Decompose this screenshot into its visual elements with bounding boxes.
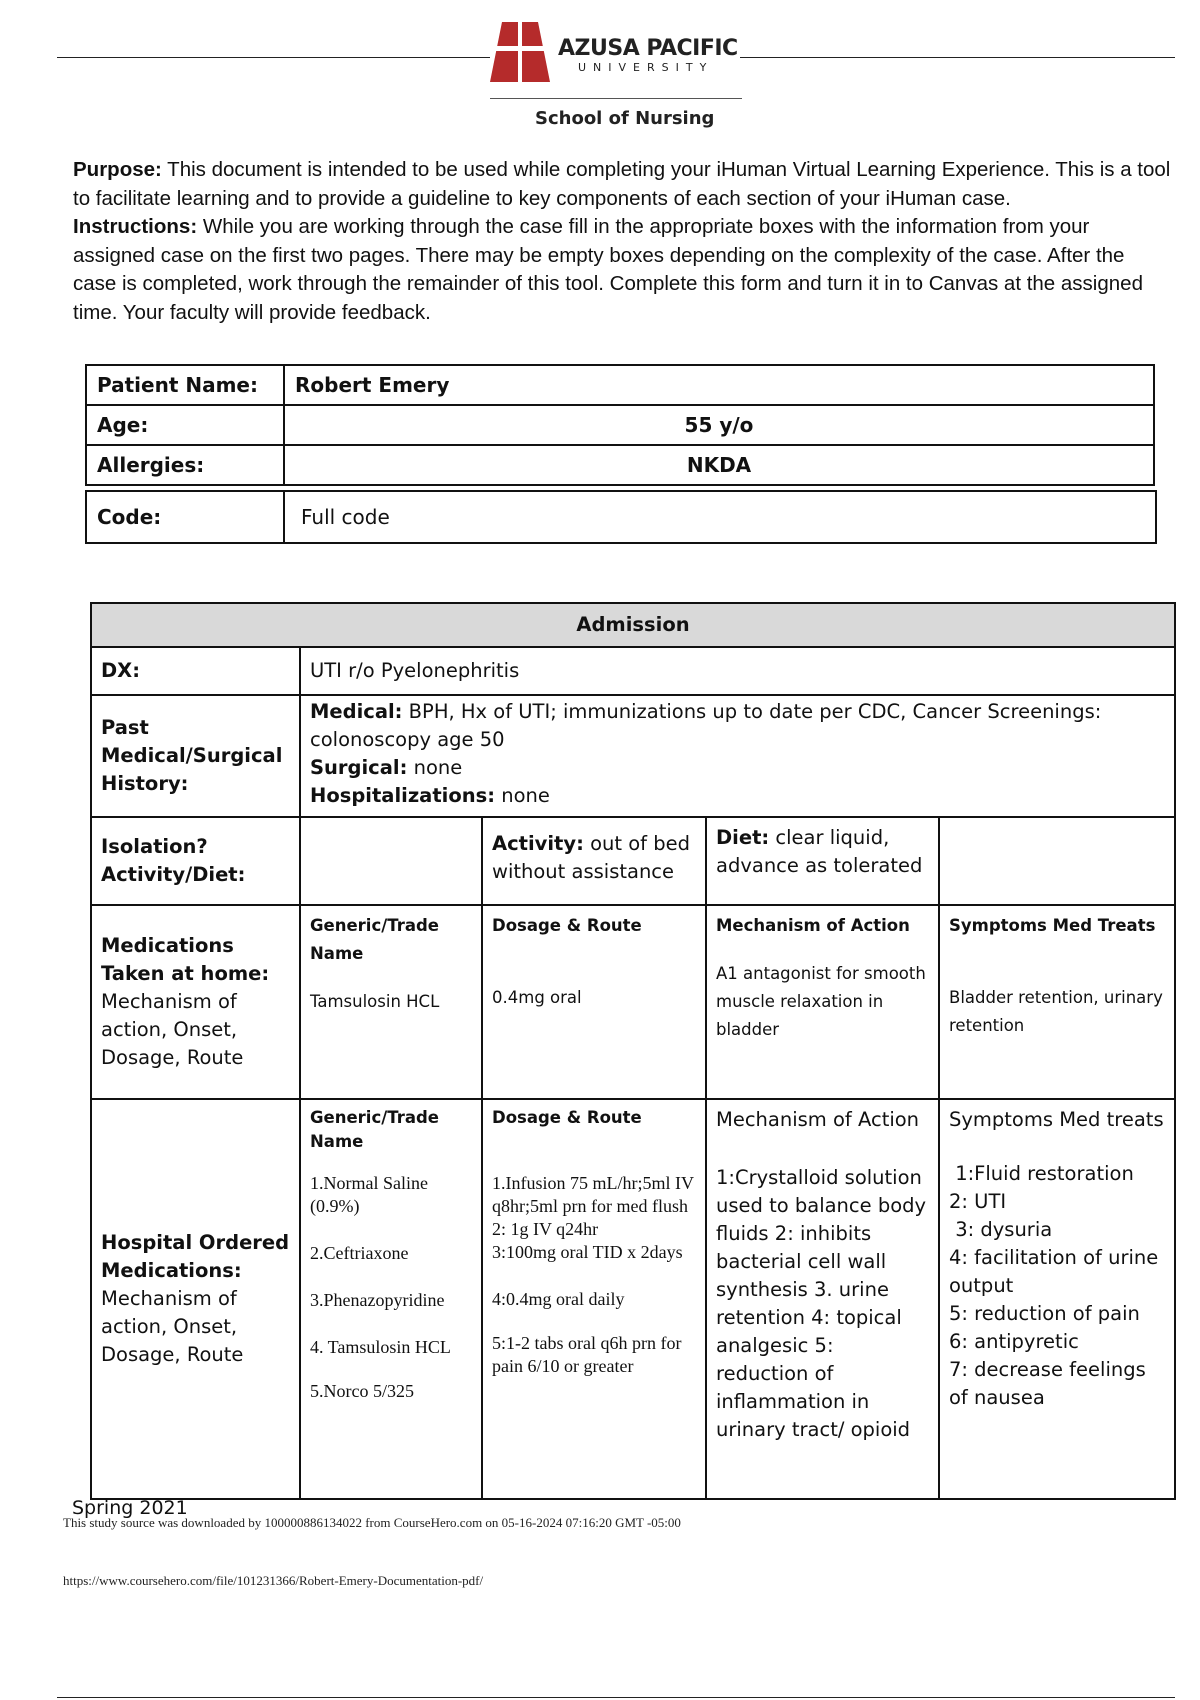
home-med-mechanism: A1 antagonist for smooth muscle relaxation in bladder xyxy=(716,964,926,1039)
list-item: 4. Tamsulosin HCL xyxy=(310,1337,451,1357)
list-item: 6: antipyretic xyxy=(949,1330,1079,1353)
list-item: 1.Normal Saline (0.9%) xyxy=(310,1173,428,1216)
download-note: This study source was downloaded by 100000886134022 from CourseHero.com on 05-16-2024 07:16:20 GMT -05:00 xyxy=(63,1515,681,1530)
list-item: 1.Infusion 75 mL/hr;5ml IV q8hr;5ml prn for med flush xyxy=(492,1173,694,1216)
source-url[interactable]: https://www.coursehero.com/file/101231366/Robert-Emery-Documentation-pdf/ xyxy=(63,1573,484,1588)
list-item: 1:Fluid restoration xyxy=(949,1162,1134,1185)
hospital-med-generic-list xyxy=(310,1172,472,1403)
age-value: 55 y/o xyxy=(284,405,1154,445)
list-item: 4:0.4mg oral daily xyxy=(492,1289,625,1309)
pmh-value: Medical: BPH, Hx of UTI; immunizations up to date per CDC, Cancer Screenings: colonoscopy age 50 Surgical: none Hospitalizations: none xyxy=(300,695,1175,817)
home-meds-symptoms-cell: Symptoms Med Treats Bladder retention, urinary retention xyxy=(939,905,1175,1099)
intro-text xyxy=(73,156,1173,327)
list-item: 5: reduction of pain xyxy=(949,1302,1140,1325)
isolation-value xyxy=(300,817,482,905)
allergies-value: NKDA xyxy=(284,445,1154,485)
patient-info-table xyxy=(85,364,1155,486)
list-item: 2: 1g IV q24hr xyxy=(492,1219,599,1239)
isolation-activity-diet-label: Isolation? Activity/Diet: xyxy=(91,817,300,905)
hospital-med-symptoms-list xyxy=(949,1160,1165,1412)
list-item: 3:100mg oral TID x 2days xyxy=(492,1242,683,1262)
activity-value: Activity: out of bed without assistance xyxy=(482,817,706,905)
admission-table xyxy=(90,602,1176,1500)
code-label: Code: xyxy=(86,491,284,543)
logo-name: AZUSA PACIFIC xyxy=(558,36,738,61)
home-med-symptoms: Bladder retention, urinary retention xyxy=(949,988,1163,1035)
dx-label: DX: xyxy=(91,647,300,695)
hospital-meds-mechanism-cell: Mechanism of Action 1:Crystalloid solution used to balance body fluids 2: inhibits bacterial cell wall synthesis 3. urine retention 4: topical analgesic 5: reduction of inflammation in urinary tract/ opioid xyxy=(706,1099,939,1499)
hospital-meds-dosage-cell: Dosage & Route 1.Infusion 75 mL/hr;5ml IV q8hr;5ml prn for med flush 2: 1g IV q24hr 3:100mg oral TID x 2days 4:0.4mg oral daily 5:1-2 tabs oral q6h prn for pain 6/10 or greater xyxy=(482,1099,706,1499)
home-med-generic: Tamsulosin HCL xyxy=(310,992,440,1011)
term-label: Spring 2021 xyxy=(72,1497,188,1519)
diet-extra-cell xyxy=(939,817,1175,905)
home-meds-generic-cell: Generic/Trade Name Tamsulosin HCL xyxy=(300,905,482,1099)
allergies-label: Allergies: xyxy=(86,445,284,485)
list-item: 2.Ceftriaxone xyxy=(310,1243,409,1263)
hospital-meds-label: Hospital Ordered Medications: Mechanism of action, Onset, Dosage, Route xyxy=(91,1099,300,1499)
school-name: School of Nursing xyxy=(535,108,715,129)
logo-subtitle: UNIVERSITY xyxy=(578,61,714,74)
code-status-table xyxy=(85,490,1157,544)
dx-value: UTI r/o Pyelonephritis xyxy=(300,647,1175,695)
hospital-meds-symptoms-cell: Symptoms Med treats 1:Fluid restoration 2: UTI 3: dysuria 4: facilitation of urine output 5: reduction of pain 6: antipyretic 7: decrease feelings of nausea xyxy=(939,1099,1175,1499)
hospital-meds-generic-cell: Generic/Trade Name 1.Normal Saline (0.9%) 2.Ceftriaxone 3.Phenazopyridine 4. Tamsulosin HCL 5.Norco 5/325 xyxy=(300,1099,482,1499)
home-med-dosage: 0.4mg oral xyxy=(492,988,582,1007)
diet-value: Diet: clear liquid, advance as tolerated xyxy=(706,817,939,905)
purpose-paragraph: Purpose: This document is intended to be used while completing your iHuman Virtual Learning Experience. This is a tool to facilitate learning and to provide a guideline to key components of each section of your iHuman case. xyxy=(73,158,1171,210)
hospital-med-dosage-list xyxy=(492,1172,696,1378)
code-value: Full code xyxy=(284,491,1156,543)
instructions-paragraph: Instructions: While you are working through the case fill in the appropriate boxes with the information from your assigned case on the first two pages. There may be empty boxes depending on the complexity of the case. After the case is completed, work through the remainder of this tool. Complete this form and turn it in to Canvas at the assigned time. Your faculty will provide feedback. xyxy=(73,215,1143,324)
age-label: Age: xyxy=(86,405,284,445)
list-item: 5.Norco 5/325 xyxy=(310,1381,414,1401)
patient-name-value: Robert Emery xyxy=(284,365,1154,405)
list-item: 3.Phenazopyridine xyxy=(310,1290,445,1310)
university-logo-icon xyxy=(488,22,552,84)
pmh-label: Past Medical/Surgical History: xyxy=(91,695,300,817)
list-item: 7: decrease feelings of nausea xyxy=(949,1358,1146,1409)
admission-title: Admission xyxy=(91,603,1175,647)
home-meds-label: Medications Taken at home: Mechanism of action, Onset, Dosage, Route xyxy=(91,905,300,1099)
list-item: 2: UTI xyxy=(949,1190,1007,1213)
patient-name-label: Patient Name: xyxy=(86,365,284,405)
home-meds-mechanism-cell: Mechanism of Action A1 antagonist for smooth muscle relaxation in bladder xyxy=(706,905,939,1099)
list-item: 3: dysuria xyxy=(949,1218,1053,1241)
hospital-med-mechanism: 1:Crystalloid solution used to balance body fluids 2: inhibits bacterial cell wall synthesis 3. urine retention 4: topical analgesic 5: reduction of inflammation in urinary tract/ opioid xyxy=(716,1166,927,1441)
list-item: 4: facilitation of urine output xyxy=(949,1246,1159,1297)
list-item: 5:1-2 tabs oral q6h prn for pain 6/10 or greater xyxy=(492,1333,682,1376)
home-meds-dosage-cell: Dosage & Route 0.4mg oral xyxy=(482,905,706,1099)
